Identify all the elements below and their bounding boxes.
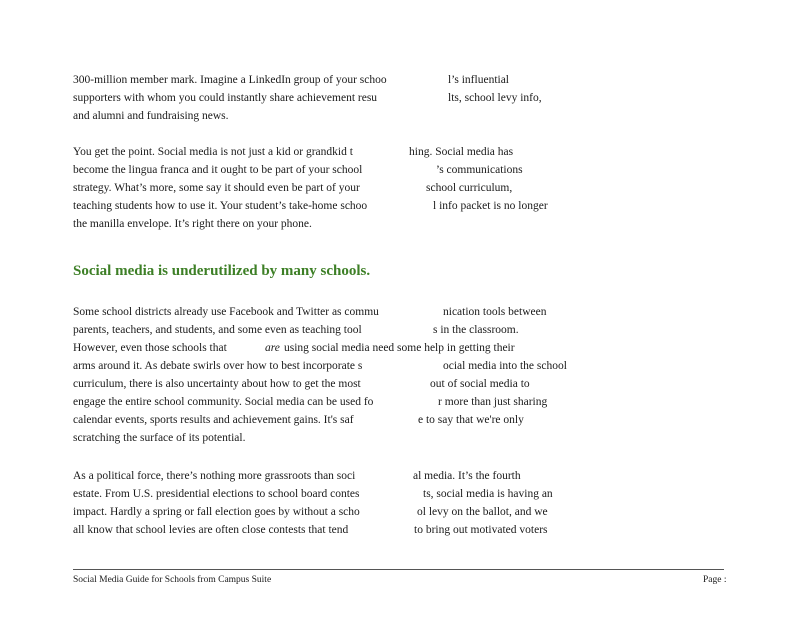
text-line: using social media need some help in getting their <box>284 342 515 354</box>
text-line: l’s influential <box>448 74 510 86</box>
text-line: scratching the surface of its potential. <box>73 432 246 444</box>
text-line: Some school districts already use Facebook and Twitter as commu <box>73 306 379 318</box>
text-line: ts, social media is having an <box>423 488 553 500</box>
text-line: As a political force, there’s nothing more grassroots than soci <box>73 470 356 482</box>
text-line: hing. Social media has <box>409 146 514 158</box>
text-line: estate. From U.S. presidential elections to school board contes <box>73 488 360 500</box>
text-line: arms around it. As debate swirls over how to best incorporate s <box>73 360 363 372</box>
text-line: parents, teachers, and students, and some even as teaching tool <box>73 324 362 336</box>
text-line: become the lingua franca and it ought to be part of your school <box>73 164 363 176</box>
text-line: engage the entire school community. Social media can be used fo <box>73 396 374 408</box>
text-line: lts, school levy info, <box>448 92 542 104</box>
text-line: the manilla envelope. It’s right there on your phone. <box>73 218 312 230</box>
text-line: and alumni and fundraising news. <box>73 110 229 122</box>
text-line: teaching students how to use it. Your student’s take-home schoo <box>73 200 368 212</box>
text-line: impact. Hardly a spring or fall election goes by without a scho <box>73 506 360 518</box>
text-line: You get the point. Social media is not just a kid or grandkid t <box>73 146 353 158</box>
text-line: curriculum, there is also uncertainty about how to get the most <box>73 378 361 390</box>
text-line: l info packet is no longer <box>433 200 548 212</box>
text-line: to bring out motivated voters <box>414 524 548 536</box>
text-line: supporters with whom you could instantly share achievement resu <box>73 92 378 104</box>
text-line: 300-million member mark. Imagine a LinkedIn group of your schoo <box>73 74 387 86</box>
text-line: s in the classroom. <box>433 324 519 336</box>
footer-title: Social Media Guide for Schools from Campus Suite <box>73 575 272 585</box>
section-heading: Social media is underutilized by many schools. <box>73 263 371 279</box>
text-line: calendar events, sports results and achievement gains. It's saf <box>73 414 354 426</box>
text-line: ’s communications <box>436 164 523 176</box>
text-line: al media. It’s the fourth <box>413 470 521 482</box>
text-line: nication tools between <box>443 306 547 318</box>
footer-page-label: Page : <box>703 575 727 585</box>
text-line: out of social media to <box>430 378 530 390</box>
text-line: strategy. What’s more, some say it should even be part of your <box>73 182 360 194</box>
text-line: r more than just sharing <box>438 396 548 408</box>
text-line: ol levy on the ballot, and we <box>417 506 548 518</box>
footer-divider <box>73 569 724 570</box>
text-line: all know that school levies are often close contests that tend <box>73 524 349 536</box>
text-line: e to say that we're only <box>418 414 524 426</box>
emphasis-word: are <box>265 342 280 354</box>
text-line: ocial media into the school <box>443 360 567 372</box>
text-line: However, even those schools that <box>73 342 227 354</box>
text-line: school curriculum, <box>426 182 513 194</box>
